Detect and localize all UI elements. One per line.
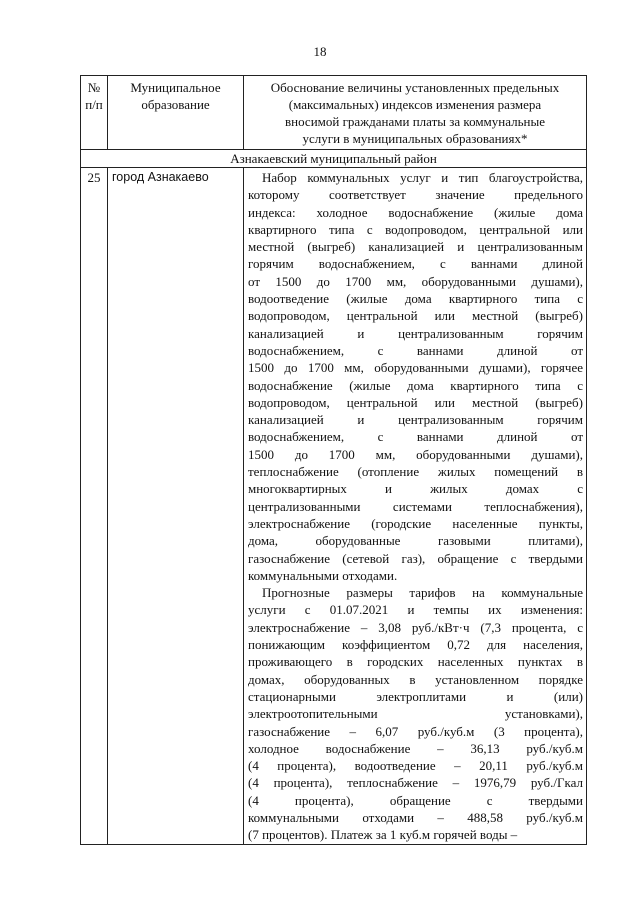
text-line: водоотведение (жилые дома квартирного типа с: [248, 291, 583, 307]
text-line: газоснабжение (сетевой газ), обращение с твердыми: [248, 550, 583, 566]
text-line: которому соответствует значение предельного: [248, 187, 583, 203]
text-line: канализацией и централизованным горячим: [248, 412, 583, 428]
municipality-name: город Азнакаево: [108, 168, 244, 845]
text-line: водоснабжением, с ваннами длиной от: [248, 429, 583, 445]
text-line: канализацией и централизованным горячим: [248, 325, 583, 341]
text-line: централизованными системами теплоснабжения),: [248, 498, 583, 514]
header-row: [81, 76, 587, 150]
text-line: 1500 до 1700 мм, оборудованными душами),: [248, 446, 583, 462]
text-line: водоснабжением, с ваннами длиной от: [248, 342, 583, 358]
text-line: понижающим коэффициентом 0,72 для населения,: [248, 637, 583, 653]
text-line: горячим водоснабжением, с ваннами длиной: [248, 256, 583, 272]
justification-text: [244, 168, 587, 845]
text-line: Прогнозные размеры тарифов на коммунальные: [262, 585, 583, 601]
header-justification: Обоснование величины установленных предельных (максимальных) индексов изменения размера вносимой гражданами платы за коммунальные услуги в муниципальных образованиях*: [244, 76, 587, 150]
text-line: электроотопительными установками),: [248, 706, 583, 722]
district-row: [81, 150, 587, 168]
district-name: Азнакаевский муниципальный район: [81, 150, 587, 168]
text-line: электроснабжение (городские населенные пункты,: [248, 515, 583, 531]
text-line: Набор коммунальных услуг и тип благоустройства,: [262, 170, 583, 185]
header-num: № п/п: [81, 76, 108, 150]
table-row: [81, 168, 587, 845]
text-line: домах, оборудованных в установленном порядке: [248, 671, 583, 687]
text-line: 1500 до 1700 мм, оборудованными душами), горячее: [248, 360, 583, 376]
text-line: газоснабжение – 6,07 руб./куб.м (3 процента),: [248, 723, 583, 739]
text-line: (4 процента), водоотведение – 20,11 руб./куб.м: [248, 758, 583, 774]
text-line: от 1500 до 1700 мм, оборудованными душами),: [248, 273, 583, 289]
header-municipality: Муниципальное образование: [108, 76, 244, 150]
text-line: водопроводом, центральной или местной (выгреб): [248, 394, 583, 410]
text-line: услуги с 01.07.2021 и темпы их изменения:: [248, 602, 583, 618]
text-line: коммунальными отходами.: [248, 567, 398, 583]
text-line: многоквартирных и жилых домах с: [248, 481, 583, 497]
text-line: водоснабжение (жилые дома квартирного типа с: [248, 377, 583, 393]
tariff-table: [80, 75, 587, 845]
page-number: 18: [313, 44, 327, 59]
text-line: местной (выгреб) канализацией и централизованным: [248, 239, 583, 255]
text-line: (4 процента), обращение с твердыми: [248, 792, 583, 808]
row-number: 25: [81, 168, 108, 845]
text-line: квартирного типа с водопроводом, центральной или: [248, 221, 583, 237]
text-line: индекса: холодное водоснабжение (жилые дома: [248, 204, 583, 220]
text-line: (4 процента), теплоснабжение – 1976,79 руб./Гкал: [248, 775, 583, 791]
paragraph-services: [248, 169, 583, 584]
text-line: водопроводом, центральной или местной (выгреб): [248, 308, 583, 324]
text-line: проживающего в городских населенных пунктах в: [248, 654, 583, 670]
text-line: стационарными электроплитами и (или): [248, 688, 583, 704]
text-line: холодное водоснабжение – 36,13 руб./куб.м: [248, 740, 583, 756]
text-line: теплоснабжение (отопление жилых помещений в: [248, 464, 583, 480]
text-line: дома, оборудованные газовыми плитами),: [248, 533, 583, 549]
text-line: (7 процентов). Платеж за 1 куб.м горячей воды –: [248, 827, 518, 843]
paragraph-tariffs: [248, 584, 583, 843]
text-line: электроснабжение – 3,08 руб./кВт·ч (7,3 процента, с: [248, 619, 583, 635]
text-line: коммунальными отходами – 488,58 руб./куб.м: [248, 809, 583, 825]
